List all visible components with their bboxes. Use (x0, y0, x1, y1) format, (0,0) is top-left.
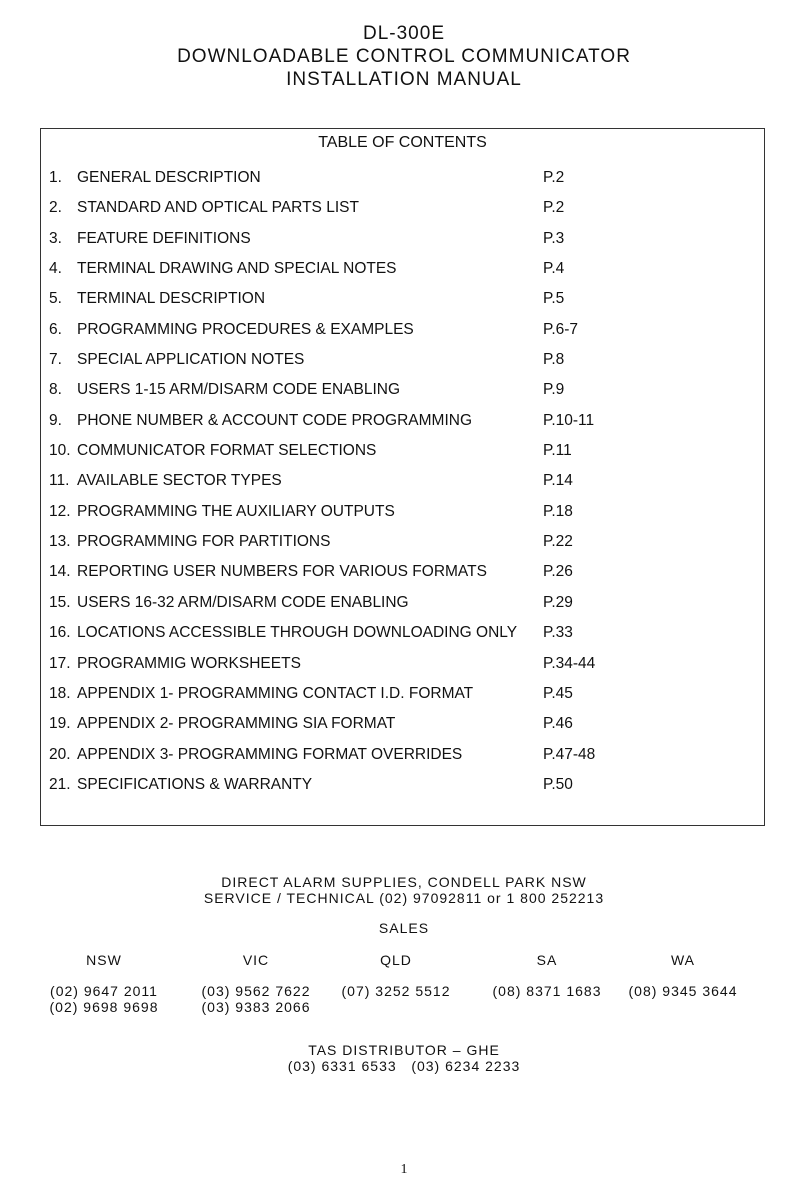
toc-entry (41, 472, 764, 502)
toc-entry-title: PROGRAMMIG WORKSHEETS (77, 654, 301, 672)
phone-number: (08) 9345 3644 (628, 983, 738, 999)
toc-entry-number: 4. (49, 260, 62, 278)
state-phones (181, 983, 331, 1015)
toc-entry (41, 533, 764, 563)
document-header (0, 22, 808, 91)
tas-phones: (03) 6331 6533 (03) 6234 2233 (287, 1058, 521, 1074)
toc-entry-number: 8. (49, 381, 62, 399)
toc-entry-title: COMMUNICATOR FORMAT SELECTIONS (77, 442, 377, 460)
page-number: 1 (400, 1162, 408, 1177)
state-name: QLD (380, 952, 412, 968)
phone-number: (07) 3252 5512 (341, 983, 451, 999)
toc-entry (41, 381, 764, 411)
toc-entry (41, 655, 764, 685)
state-phones (321, 983, 471, 999)
toc-entry-page: P.29 (543, 593, 573, 611)
toc-entry (41, 715, 764, 745)
state-name: WA (670, 952, 696, 968)
toc-entry-title: APPENDIX 2- PROGRAMMING SIA FORMAT (77, 715, 396, 733)
phone-number: (02) 9698 9698 (49, 999, 159, 1015)
toc-entry-page: P.4 (543, 260, 565, 278)
toc-entry-page: P.3 (543, 229, 565, 247)
toc-entry-page: P.10-11 (543, 411, 595, 429)
toc-entry-title: APPENDIX 3- PROGRAMMING FORMAT OVERRIDES (77, 745, 463, 763)
toc-entry-title: FEATURE DEFINITIONS (77, 229, 251, 247)
toc-entry-number: 17. (49, 654, 71, 672)
toc-entry (41, 503, 764, 533)
company-address: DIRECT ALARM SUPPLIES, CONDELL PARK NSW (221, 874, 587, 890)
toc-entry-number: 12. (49, 502, 71, 520)
toc-entry-title: APPENDIX 1- PROGRAMMING CONTACT I.D. FORMAT (77, 684, 474, 702)
toc-entry (41, 230, 764, 260)
toc-entry-number: 15. (49, 593, 71, 611)
phone-number: (03) 9383 2066 (201, 999, 311, 1015)
product-name: DOWNLOADABLE CONTROL COMMUNICATOR (177, 46, 631, 67)
toc-entry-page: P.18 (543, 502, 573, 520)
state-phones (608, 983, 758, 999)
state-name: NSW (86, 952, 122, 968)
table-of-contents (40, 128, 765, 826)
toc-entry (41, 685, 764, 715)
toc-entry-title: TERMINAL DESCRIPTION (77, 290, 266, 308)
toc-title: TABLE OF CONTENTS (318, 134, 487, 151)
toc-entry-title: SPECIAL APPLICATION NOTES (77, 351, 305, 369)
contact-block (0, 874, 808, 906)
toc-entry (41, 594, 764, 624)
toc-entry-title: SPECIFICATIONS & WARRANTY (77, 775, 313, 793)
toc-entry-number: 9. (49, 411, 62, 429)
toc-entry-title: GENERAL DESCRIPTION (77, 169, 261, 186)
toc-entry (41, 321, 764, 351)
toc-entry-page: P.5 (543, 290, 565, 308)
toc-entry-title: LOCATIONS ACCESSIBLE THROUGH DOWNLOADING ONLY (77, 624, 518, 642)
toc-entry (41, 169, 764, 199)
state-phones (472, 983, 622, 999)
toc-entry-number: 21. (49, 775, 71, 793)
toc-entry-number: 14. (49, 563, 71, 581)
phone-number: (08) 8371 1683 (492, 983, 602, 999)
toc-entry-page: P.26 (543, 563, 573, 581)
toc-entry-title: TERMINAL DRAWING AND SPECIAL NOTES (77, 260, 397, 278)
toc-list (41, 169, 764, 806)
toc-entry-number: 2. (49, 199, 62, 217)
toc-entry (41, 776, 764, 806)
document-type: INSTALLATION MANUAL (286, 69, 522, 90)
toc-entry-page: P.8 (543, 351, 565, 369)
toc-entry-number: 18. (49, 684, 71, 702)
toc-entry (41, 442, 764, 472)
toc-entry-number: 10. (49, 442, 71, 460)
toc-entry-number: 7. (49, 351, 62, 369)
toc-entry-page: P.34-44 (543, 654, 596, 672)
toc-entry-page: P.2 (543, 199, 565, 217)
toc-entry (41, 199, 764, 229)
toc-entry-title: STANDARD AND OPTICAL PARTS LIST (77, 199, 359, 217)
toc-entry (41, 746, 764, 776)
toc-entry-title: PHONE NUMBER & ACCOUNT CODE PROGRAMMING (77, 411, 473, 429)
state-name: VIC (242, 952, 270, 968)
toc-entry-title: AVAILABLE SECTOR TYPES (77, 472, 282, 490)
tas-distributor (0, 1042, 808, 1074)
toc-entry-page: P.45 (543, 684, 573, 702)
sales-heading: SALES (378, 920, 430, 936)
toc-entry-page: P.6-7 (543, 320, 579, 338)
toc-entry-title: PROGRAMMING FOR PARTITIONS (77, 533, 331, 551)
toc-entry-page: P.33 (543, 624, 573, 642)
toc-entry-page: P.14 (543, 472, 573, 490)
toc-entry-number: 5. (49, 290, 62, 308)
toc-entry-page: P.22 (543, 533, 573, 551)
toc-entry-number: 13. (49, 533, 71, 551)
toc-entry-title: PROGRAMMING PROCEDURES & EXAMPLES (77, 320, 414, 338)
state-phones (29, 983, 179, 1015)
toc-entry (41, 260, 764, 290)
toc-entry-page: P.2 (543, 169, 565, 186)
toc-entry (41, 290, 764, 320)
phone-number: (02) 9647 2011 (50, 983, 158, 999)
toc-entry-title: PROGRAMMING THE AUXILIARY OUTPUTS (77, 502, 395, 520)
service-line: SERVICE / TECHNICAL (02) 97092811 or 1 800 252213 (203, 890, 605, 906)
toc-entry-page: P.11 (543, 442, 572, 460)
toc-entry-number: 1. (49, 169, 62, 186)
phone-number: (03) 9562 7622 (201, 983, 311, 999)
toc-entry-number: 3. (49, 229, 62, 247)
toc-entry (41, 412, 764, 442)
toc-entry-title: USERS 1-15 ARM/DISARM CODE ENABLING (77, 381, 400, 399)
toc-entry-page: P.9 (543, 381, 565, 399)
toc-entry-page: P.46 (543, 715, 573, 733)
tas-label: TAS DISTRIBUTOR – GHE (308, 1042, 500, 1058)
toc-entry-number: 16. (49, 624, 71, 642)
model-name: DL-300E (363, 23, 445, 44)
toc-entry-number: 6. (49, 320, 62, 338)
toc-entry-page: P.50 (543, 775, 573, 793)
toc-entry (41, 351, 764, 381)
toc-entry-number: 11. (49, 472, 70, 490)
toc-entry (41, 624, 764, 654)
toc-entry (41, 563, 764, 593)
toc-entry-number: 20. (49, 745, 71, 763)
toc-entry-page: P.47-48 (543, 745, 596, 763)
toc-entry-number: 19. (49, 715, 71, 733)
toc-entry-title: REPORTING USER NUMBERS FOR VARIOUS FORMATS (77, 563, 487, 581)
state-name: SA (536, 952, 558, 968)
toc-entry-title: USERS 16-32 ARM/DISARM CODE ENABLING (77, 593, 409, 611)
